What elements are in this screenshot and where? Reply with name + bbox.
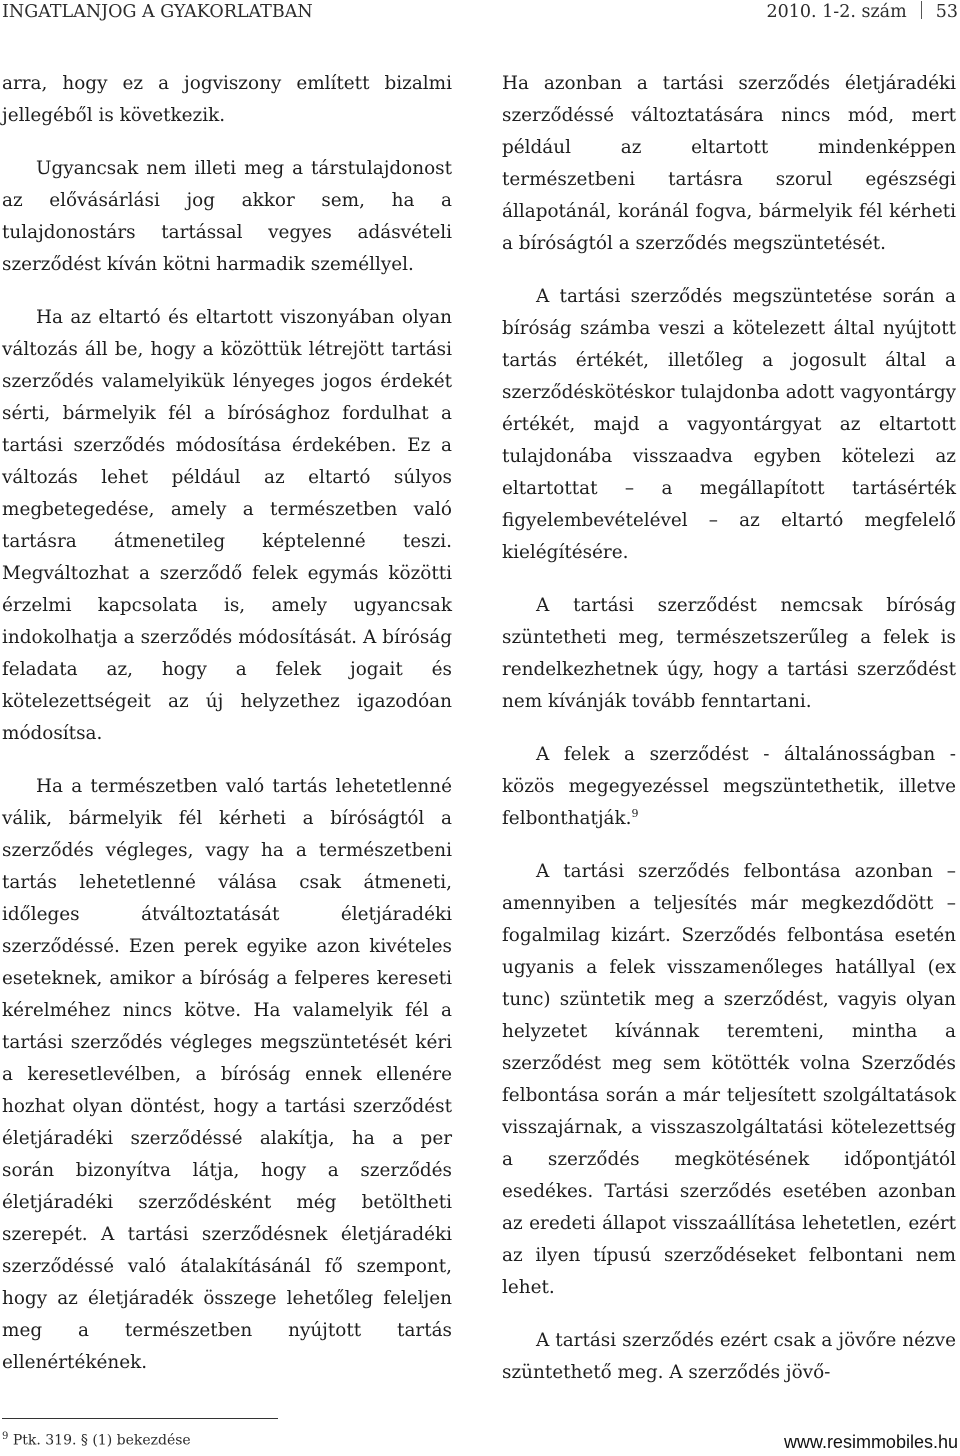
footnote <box>2 1427 191 1451</box>
left-column <box>2 68 452 1400</box>
paragraph: Ha azonban a tartási szerződés életjáradéki szerződéssé változtatására nincs mód, mert például az eltartott mindenképpen természetbeni tartásra szorul egészségi állapotánál, koránál fogva, bármelyik fél kérheti a bíróságtól a szerződés megszüntetését. <box>502 73 956 254</box>
footnote-divider <box>2 1418 278 1419</box>
issue-and-page <box>767 0 958 24</box>
paragraph: A tartási szerződés megszüntetése során a bíróság számba veszi a kötelezett által nyújtott tartás értékét, illetőleg a jogosult által a szerződéskötéskor tulajdonba adott vagyontárgy értékét, majd a vagyontárgyat az eltartott tulajdonába visszaadva egyben kötelezi az eltartottat – a megállapított tartásérték figyelembevételével – az eltartó megfelelő kielégítésére. <box>502 286 956 563</box>
page-number: 53 <box>935 2 958 22</box>
paragraph: Ugyancsak nem illeti meg a társtulajdonost az elővásárlási jog akkor sem, ha a tulajdonostárs tartással vegyes adásvételi szerződést kíván kötni harmadik személlyel. <box>2 158 452 275</box>
watermark: www.resimmobiles.hu <box>783 1432 958 1452</box>
paragraph: A tartási szerződés ezért csak a jövőre nézve szüntethető meg. A szerződés jövő- <box>502 1330 956 1383</box>
journal-title: INGATLANJOG A GYAKORLATBAN <box>2 2 313 22</box>
page-header <box>0 0 960 24</box>
paragraph-with-footnote <box>502 739 956 835</box>
paragraph-text: A felek a szerződést - általánosságban - közös megegyezéssel megszüntethetik, illetve felbonthatják. <box>502 744 956 829</box>
footnote-text: Ptk. 319. § (1) bekezdése <box>12 1432 191 1449</box>
paragraph: Ha a természetben való tartás lehetetlenné válik, bármelyik fél kérheti a bíróságtól a szerződés végleges, vagy ha a természetbeni tartás lehetetlenné válása csak átmeneti, időleges átváltoztatását életjáradéki szerződéssé. Ezen perek egyike azon kivételes eseteknek, amikor a bíróság a felperes kereseti kérelméhez nincs kötve. Ha valamelyik fél a tartási szerződés végleges megszüntetését kéri a keresetlevélben, a bíróság ennek ellenére hozhat olyan döntést, hogy a tartási szerződést életjáradéki szerződéssé alakítja, ha a per során bizonyítva látja, hogy a szerződés életjáradéki szerződésként még betöltheti szerepét. A tartási szerződésnek életjáradéki szerződéssé való átalakításánál fő szempont, hogy az életjáradék összege lehetőleg feleljen meg a természetben nyújtott tartás ellenértékének. <box>2 776 452 1373</box>
paragraph: Ha az eltartó és eltartott viszonyában olyan változás áll be, hogy a közöttük létrejött tartási szerződés valamelyikük lényeges jogos érdekét sérti, bármelyik fél a bírósághoz fordulhat a tartási szerződés módosítása érdekében. Ez a változás lehet például az eltartó súlyos megbetegedése, amely a természetben való tartásra átmenetileg képtelenné teszi. Megváltozhat a szerződő felek egymás közötti érzelmi kapcsolata is, amely ugyancsak indokolhatja a szerződés módosítását. A bíróság feladata az, hogy a felek jogait és kötelezettségeit az új helyzethez igazodóan módosítsa. <box>2 307 452 744</box>
right-column <box>502 68 956 1410</box>
footnote-number: 9 <box>2 1431 9 1442</box>
issue-label: 2010. 1-2. szám <box>766 2 907 22</box>
paragraph: A tartási szerződés felbontása azonban – amennyiben a teljesítés már megkezdődött – fogalmilag kizárt. Szerződés felbontása esetén ugyanis a felek visszamenőleges hatállyal (ex tunc) szüntetik meg a szerződést, vagyis olyan helyzetet kívánnak teremteni, mintha a szerződést meg sem kötötték volna Szerződés felbontása során a már teljesített szolgáltatások visszajárnak, a visszaszolgáltatási kötelezettség a szerződés megkötésének időpontjától esedékes. Tartási szerződés esetében azonban az eredeti állapot visszaállítása lehetetlen, ezért az ilyen típusú szerződéseket felbontani nem lehet. <box>502 861 956 1298</box>
paragraph: A tartási szerződést nemcsak bíróság szüntetheti meg, természetszerűleg a felek is rendelkezhetnek úgy, hogy a tartási szerződést nem kívánják tovább fenntartani. <box>502 595 956 712</box>
footnote-reference[interactable]: 9 <box>631 806 639 820</box>
paragraph: arra, hogy ez a jogviszony említett bizalmi jellegéből is következik. <box>2 73 452 126</box>
header-divider <box>921 1 922 19</box>
